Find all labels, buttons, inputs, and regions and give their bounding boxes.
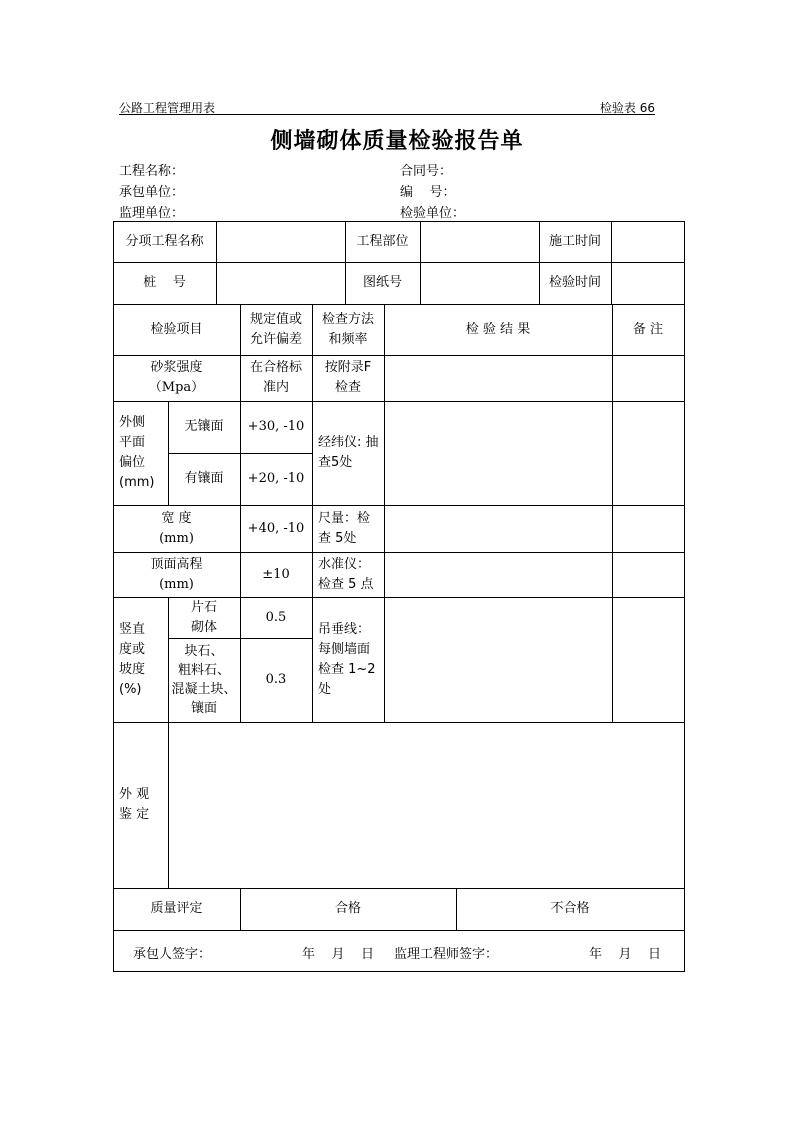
location-value[interactable] [420,221,539,262]
width-tolerance: +40, -10 [247,520,305,536]
elevation-tolerance: ±10 [262,566,290,582]
verticality-group-label: 竖直 度或 坡度 (%) [119,621,146,697]
contractor-signature-date: 年 月 日 [302,947,375,962]
no-facing-label: 无镶面 [184,419,224,434]
width-remark[interactable] [612,505,684,552]
outer-offset-group-label: 外侧 平面 偏位 (mm) [119,415,155,490]
elevation-remark[interactable] [612,552,684,597]
mortar-strength-tolerance: 在合格标 准内 [249,360,302,395]
block-stone-tolerance: 0.3 [265,672,287,687]
verticality-remark[interactable] [612,597,684,722]
mortar-strength-remark[interactable] [612,355,684,401]
width-result[interactable] [384,505,612,552]
outer-offset-result[interactable] [384,401,612,505]
pile-no-value[interactable] [216,262,345,304]
drawing-no-value[interactable] [420,262,539,304]
inspection-time-label: 检验时间 [548,275,601,290]
mortar-strength-method: 按附录F 检查 [324,360,372,395]
page-title: 侧墙砌体质量检验报告单 [270,128,524,154]
project-name-label: 工程名称： [119,164,185,179]
verticality-result[interactable] [384,597,612,722]
elevation-label: 顶面高程 (mm) [150,556,203,592]
contract-no-label: 合同号： [400,164,453,179]
rubble-masonry-tolerance: 0.5 [265,609,287,625]
col-header-result: 检 验 结 果 [465,321,531,337]
verticality-method: 吊垂线： 每侧墙面 检查 1~2 处 [318,621,376,697]
form-category: 公路工程管理用表 [119,101,216,115]
width-label: 宽 度 (mm) [159,510,194,546]
engineer-signature-date: 年 月 日 [589,947,662,962]
col-header-item: 检验项目 [150,321,203,337]
sub-project-label: 分项工程名称 [125,233,204,249]
elevation-result[interactable] [384,552,612,597]
header-divider [119,114,655,115]
evaluation-fail[interactable]: 不合格 [550,901,590,916]
rubble-masonry-label: 片石 砌体 [190,599,217,635]
with-facing-label: 有镶面 [184,471,224,486]
form-number: 检验表 66 [599,101,655,115]
evaluation-pass[interactable]: 合格 [334,901,361,916]
drawing-no-label: 图纸号 [362,275,402,290]
no-facing-tolerance: +30, -10 [247,419,305,434]
sub-project-value[interactable] [216,221,345,262]
block-stone-label: 块石、 粗料石、 混凝土块、 镶面 [171,644,237,716]
width-method: 尺量：检 查 5处 [318,510,371,546]
engineer-signature-label: 监理工程师签字： [394,947,499,962]
col-header-tolerance: 规定值或 允许偏差 [249,311,302,347]
col-header-method: 检查方法 和频率 [321,311,374,347]
inspection-unit-label: 检验单位： [400,206,466,221]
outer-offset-method: 经纬仪: 抽 查5处 [318,435,379,470]
supervisor-label: 监理单位： [119,206,185,221]
appearance-value[interactable] [168,722,684,888]
serial-no-label: 编 号： [400,185,456,200]
mortar-strength-label: 砂浆强度 （Mpa） [148,360,205,395]
elevation-method: 水准仪： 检查 5 点 [318,556,374,592]
location-label: 工程部位 [356,233,409,249]
pile-no-label: 桩 号 [143,275,186,290]
contractor-label: 承包单位： [119,185,185,200]
contractor-signature-label: 承包人签字： [133,947,212,962]
mortar-strength-result[interactable] [384,355,612,401]
construction-time-label: 施工时间 [548,233,601,249]
evaluation-label: 质量评定 [150,901,203,916]
outer-offset-remark[interactable] [612,401,684,505]
col-header-remark: 备 注 [632,321,664,337]
with-facing-tolerance: +20, -10 [247,471,305,486]
inspection-time-value[interactable] [611,262,684,304]
appearance-label: 外 观 鉴 定 [119,787,150,822]
construction-time-value[interactable] [611,221,684,262]
